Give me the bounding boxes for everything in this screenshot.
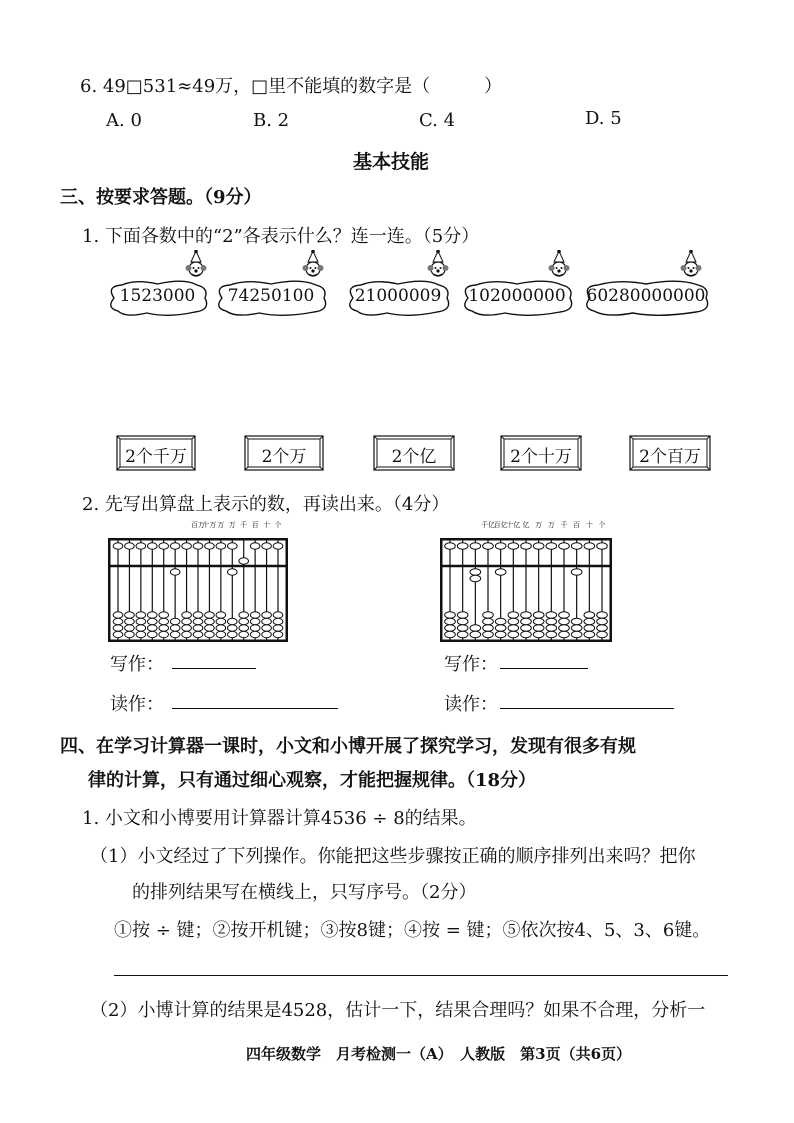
abacus-place-label: 千亿: [481, 521, 495, 529]
abacus-upper-bead: [559, 543, 570, 549]
abacus-upper-bead: [216, 543, 226, 549]
cloud-number: 60280000000: [586, 286, 706, 306]
abacus-lower-bead: [597, 625, 608, 631]
section-3-q1-text: 1. 下面各数中的“2”各表示什么？连一连。（5分）: [82, 226, 480, 247]
abacus-lower-bead: [205, 618, 215, 624]
section-4-q1-part1-line1: （1）小文经过了下列操作。你能把这些步骤按正确的顺序排列出来吗？把你: [90, 846, 696, 867]
abacus-lower-bead: [136, 631, 146, 637]
abacus-lower-bead: [182, 612, 192, 618]
abacus-lower-bead: [273, 618, 283, 624]
abacus-upper-bead: [136, 543, 146, 549]
abacus-upper-bead: [250, 543, 260, 549]
abacus-place-label: 个: [598, 521, 606, 529]
abacus-lower-bead: [125, 625, 135, 631]
abacus-lower-bead: [159, 612, 169, 618]
abacus-lower-bead: [457, 612, 468, 618]
abacus-lower-bead: [445, 631, 456, 637]
abacus-lower-bead: [170, 625, 180, 631]
clown-icon: [427, 250, 449, 284]
abacus-upper-bead: [546, 543, 557, 549]
abacus-lower-bead: [571, 625, 582, 631]
abacus-upper-bead: [170, 543, 180, 549]
abacus-lower-bead: [273, 612, 283, 618]
abacus-lower-bead: [239, 631, 249, 637]
abacus-lower-bead: [159, 625, 169, 631]
abacus-lower-bead: [470, 625, 481, 631]
abacus-lower-bead: [193, 625, 203, 631]
card-label: 2个万: [261, 447, 307, 467]
abacus-upper-bead: [193, 543, 203, 549]
write-answer-line-left[interactable]: [172, 668, 256, 669]
abacus-lower-bead: [113, 631, 123, 637]
abacus-lower-bead: [521, 631, 532, 637]
abacus-upper-bead: [273, 543, 283, 549]
abacus-lower-bead: [533, 625, 544, 631]
abacus-upper-bead: [262, 543, 272, 549]
abacus-lower-bead: [521, 625, 532, 631]
abacus-upper-bead: [239, 558, 249, 564]
abacus-place-label: 千: [240, 521, 248, 529]
abacus-lower-bead: [227, 631, 237, 637]
number-cloud[interactable]: [580, 278, 712, 318]
abacus-place-label: 百: [573, 521, 581, 529]
clown-icon: [680, 250, 702, 284]
abacus-lower-bead: [559, 631, 570, 637]
abacus-lower-bead: [559, 618, 570, 624]
option-d: D. 5: [585, 108, 622, 129]
clown-icon: [302, 250, 324, 284]
abacus-lower-bead: [262, 612, 272, 618]
abacus-lower-bead: [147, 625, 157, 631]
abacus-lower-bead: [546, 631, 557, 637]
abacus-lower-bead: [546, 618, 557, 624]
abacus-lower-bead: [205, 612, 215, 618]
abacus-upper-bead: [508, 543, 519, 549]
option-b: B. 2: [253, 110, 290, 131]
abacus-lower-bead: [495, 618, 506, 624]
abacus-lower-bead: [136, 612, 146, 618]
place-value-card[interactable]: [500, 434, 582, 472]
card-label: 2个百万: [639, 447, 701, 467]
abacus-upper-bead: [470, 543, 481, 549]
abacus-lower-bead: [483, 618, 494, 624]
abacus-upper-bead: [521, 543, 532, 549]
write-label-left: 写作：: [110, 654, 164, 675]
abacus-lower-bead: [571, 618, 582, 624]
abacus-lower-bead: [250, 631, 260, 637]
abacus-upper-bead: [457, 543, 468, 549]
abacus-lower-bead: [597, 631, 608, 637]
abacus-lower-bead: [457, 625, 468, 631]
abacus-lower-bead: [262, 618, 272, 624]
section-3-q2-text: 2. 先写出算盘上表示的数，再读出来。（4分）: [82, 494, 450, 515]
calculator-steps: ①按 ÷ 键；②按开机键；③按8键；④按 = 键；⑤依次按4、5、3、6键。: [114, 920, 711, 941]
abacus-lower-bead: [273, 631, 283, 637]
abacus-place-label: 百万: [191, 521, 205, 529]
page-footer: 四年级数学 月考检测一（A） 人教版 第3页（共6页）: [246, 1045, 632, 1063]
abacus-lower-bead: [508, 612, 519, 618]
abacus-lower-bead: [445, 612, 456, 618]
abacus-lower-bead: [521, 612, 532, 618]
abacus-lower-bead: [125, 631, 135, 637]
section-4-q1-part2-line1: （2）小博计算的结果是4528，估计一下，结果合理吗？如果不合理，分析一: [90, 1000, 706, 1021]
abacus-lower-bead: [597, 618, 608, 624]
abacus-lower-bead: [182, 631, 192, 637]
abacus-lower-bead: [250, 612, 260, 618]
abacus-lower-bead: [508, 631, 519, 637]
option-c: C. 4: [419, 110, 456, 131]
read-label-right: 读作：: [444, 694, 498, 715]
abacus-lower-bead: [147, 618, 157, 624]
abacus-lower-bead: [216, 612, 226, 618]
abacus-lower-bead: [533, 612, 544, 618]
abacus-lower-bead: [227, 625, 237, 631]
abacus-lower-bead: [495, 569, 506, 575]
abacus-lower-bead: [147, 631, 157, 637]
card-label: 2个亿: [391, 447, 437, 467]
abacus-lower-bead: [170, 631, 180, 637]
abacus-place-label: 万: [217, 521, 225, 529]
card-label: 2个十万: [510, 447, 572, 467]
abacus-lower-bead: [470, 575, 481, 581]
section-basic-skills-heading: 基本技能: [353, 151, 430, 173]
abacus-upper-bead: [483, 543, 494, 549]
cloud-number: 102000000: [468, 286, 566, 306]
section-4-q1-text: 1. 小文和小博要用计算器计算4536 ÷ 8的结果。: [82, 808, 477, 829]
abacus-lower-bead: [216, 625, 226, 631]
abacus-lower-bead: [483, 612, 494, 618]
abacus-lower-bead: [125, 612, 135, 618]
abacus-right-frame: [440, 538, 612, 642]
abacus-lower-bead: [597, 612, 608, 618]
abacus-lower-bead: [147, 612, 157, 618]
cloud-number: 74250100: [227, 286, 315, 306]
cloud-number: 21000009: [354, 286, 442, 306]
abacus-lower-bead: [273, 625, 283, 631]
abacus-place-label: 十: [585, 521, 593, 529]
abacus-lower-bead: [584, 612, 595, 618]
abacus-lower-bead: [521, 618, 532, 624]
abacus-lower-bead: [136, 625, 146, 631]
place-value-card[interactable]: [244, 434, 324, 472]
write-answer-line-right[interactable]: [500, 668, 588, 669]
abacus-lower-bead: [227, 569, 237, 575]
abacus-place-label: 个: [274, 521, 282, 529]
abacus-lower-bead: [546, 612, 557, 618]
number-cloud[interactable]: [212, 278, 330, 318]
clown-icon: [548, 250, 570, 284]
number-cloud[interactable]: [104, 278, 211, 318]
abacus-lower-bead: [125, 618, 135, 624]
abacus-place-label: 千: [560, 521, 568, 529]
abacus-lower-bead: [113, 612, 123, 618]
abacus-lower-bead: [182, 618, 192, 624]
abacus-upper-bead: [227, 543, 237, 549]
card-label: 2个千万: [125, 447, 187, 467]
section-3-title: 三、按要求答题。（9分）: [60, 187, 262, 208]
abacus-lower-bead: [227, 618, 237, 624]
abacus-lower-bead: [239, 618, 249, 624]
place-value-card[interactable]: [629, 434, 711, 472]
abacus-lower-bead: [495, 625, 506, 631]
section-4-q1-part1-line2: 的排列结果写在横线上，只写序号。（2分）: [132, 882, 477, 903]
abacus-place-label: 十亿: [506, 521, 521, 529]
abacus-upper-bead: [571, 543, 582, 549]
abacus-lower-bead: [584, 618, 595, 624]
abacus-lower-bead: [584, 631, 595, 637]
abacus-lower-bead: [445, 625, 456, 631]
abacus-lower-bead: [205, 625, 215, 631]
abacus-place-label: 万: [547, 521, 555, 529]
section-4-title-line2: 律的计算，只有通过细心观察，才能把握规律。（18分）: [88, 770, 537, 791]
abacus-lower-bead: [533, 618, 544, 624]
abacus-place-label: 十: [263, 521, 271, 529]
abacus-upper-bead: [495, 543, 506, 549]
abacus-lower-bead: [533, 631, 544, 637]
abacus-upper-bead: [125, 543, 135, 549]
abacus-lower-bead: [205, 631, 215, 637]
question-6-text: 6. 49□531≈49万，□里不能填的数字是（ ）: [80, 76, 503, 97]
abacus-lower-bead: [470, 631, 481, 637]
abacus-upper-bead: [205, 543, 215, 549]
abacus-lower-bead: [193, 631, 203, 637]
abacus-place-label: 百亿: [493, 521, 508, 529]
abacus-lower-bead: [216, 618, 226, 624]
abacus-upper-bead: [147, 543, 157, 549]
read-label-left: 读作：: [110, 694, 164, 715]
abacus-lower-bead: [457, 631, 468, 637]
abacus-lower-bead: [571, 631, 582, 637]
abacus-lower-bead: [470, 569, 481, 575]
abacus-lower-bead: [559, 612, 570, 618]
abacus-lower-bead: [193, 618, 203, 624]
abacus-lower-bead: [457, 618, 468, 624]
abacus-lower-bead: [216, 631, 226, 637]
abacus-lower-bead: [159, 618, 169, 624]
abacus-lower-bead: [483, 625, 494, 631]
abacus-lower-bead: [546, 625, 557, 631]
abacus-lower-bead: [170, 569, 180, 575]
abacus-upper-bead: [597, 543, 608, 549]
abacus-lower-bead: [250, 618, 260, 624]
abacus-lower-bead: [239, 625, 249, 631]
abacus-lower-bead: [495, 631, 506, 637]
abacus-upper-bead: [584, 543, 595, 549]
section-4-title-line1: 四、在学习计算器一课时，小文和小博开展了探究学习，发现有很多有规: [60, 736, 636, 757]
read-answer-line-right[interactable]: [500, 708, 674, 709]
abacus-place-label: 百: [251, 521, 259, 529]
abacus-place-label: 万: [535, 521, 543, 529]
abacus-upper-bead: [182, 543, 192, 549]
abacus-upper-bead: [533, 543, 544, 549]
abacus-lower-bead: [182, 625, 192, 631]
abacus-lower-bead: [483, 631, 494, 637]
place-value-card[interactable]: [116, 434, 196, 472]
read-answer-line-left[interactable]: [172, 708, 338, 709]
order-answer-line[interactable]: [114, 975, 728, 976]
abacus-place-label: 十万: [202, 521, 217, 529]
abacus-upper-bead: [445, 543, 456, 549]
option-a: A. 0: [106, 110, 142, 131]
abacus-lower-bead: [170, 618, 180, 624]
abacus-lower-bead: [584, 625, 595, 631]
abacus-place-label: 万: [228, 521, 236, 529]
abacus-lower-bead: [445, 618, 456, 624]
abacus-lower-bead: [250, 625, 260, 631]
number-cloud[interactable]: [343, 278, 453, 318]
cloud-number: 1523000: [119, 286, 196, 306]
abacus-lower-bead: [239, 612, 249, 618]
abacus-lower-bead: [508, 618, 519, 624]
abacus-lower-bead: [508, 625, 519, 631]
abacus-upper-bead: [159, 543, 169, 549]
abacus-lower-bead: [571, 569, 582, 575]
clown-icon: [185, 250, 207, 284]
abacus-lower-bead: [113, 625, 123, 631]
abacus-lower-bead: [193, 612, 203, 618]
abacus-upper-bead: [113, 543, 123, 549]
abacus-lower-bead: [113, 618, 123, 624]
abacus-left-frame: [108, 538, 288, 642]
abacus-lower-bead: [262, 625, 272, 631]
abacus-lower-bead: [559, 625, 570, 631]
write-label-right: 写作：: [444, 654, 498, 675]
abacus-place-label: 亿: [522, 521, 530, 529]
number-cloud[interactable]: [458, 278, 576, 318]
abacus-lower-bead: [159, 631, 169, 637]
abacus-lower-bead: [262, 631, 272, 637]
abacus-lower-bead: [136, 618, 146, 624]
place-value-card[interactable]: [373, 434, 455, 472]
